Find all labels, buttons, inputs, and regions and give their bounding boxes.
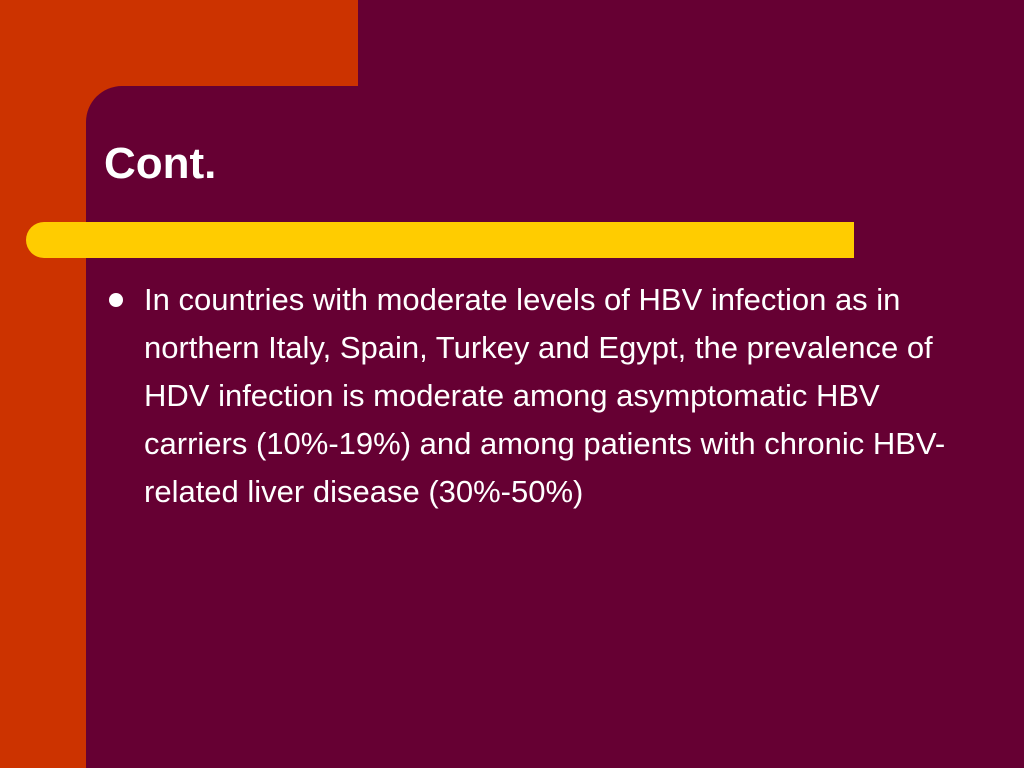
bullet-dot-icon: [109, 293, 123, 307]
bullet-list: [102, 276, 962, 516]
slide-title: Cont.: [104, 139, 217, 188]
title-underline-bar: [26, 222, 854, 258]
bullet-text: In countries with moderate levels of HBV infection as in northern Italy, Spain, Turkey and Egypt, the prevalence of HDV infection is moderate among asymptomatic HBV carriers (10%-19%) and among patients with chronic HBV-related liver disease (30%-50%): [144, 282, 946, 509]
bullet-item: [102, 276, 962, 516]
